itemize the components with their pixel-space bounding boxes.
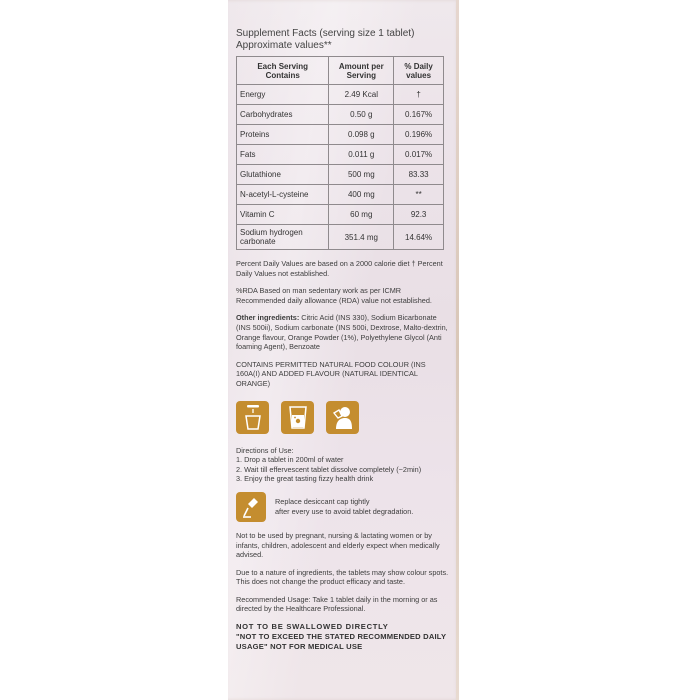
nutrient-daily-value: † xyxy=(394,85,444,105)
column-header: Each Serving Contains xyxy=(237,57,329,85)
drinking-person-icon xyxy=(326,401,359,434)
approximate-values-subtitle: Approximate values** xyxy=(236,40,332,51)
nutrient-amount: 500 mg xyxy=(329,165,394,185)
nutrient-name: Fats xyxy=(237,145,329,165)
colour-spots-note: Due to a nature of ingredients, the tablets may show colour spots. This does not change the product efficacy and taste. xyxy=(236,567,449,587)
table-row xyxy=(237,165,444,185)
nutrient-daily-value: 0.167% xyxy=(394,105,444,125)
table-row xyxy=(237,145,444,165)
supplement-facts-title: Supplement Facts (serving size 1 tablet) xyxy=(236,28,415,39)
nutrient-name: Glutathione xyxy=(237,165,329,185)
column-header: Amount per Serving xyxy=(329,57,394,85)
column-header: % Daily values xyxy=(394,57,444,85)
desiccant-section xyxy=(236,492,451,522)
nutrient-amount: 351.4 mg xyxy=(329,225,394,250)
nutrient-amount: 60 mg xyxy=(329,205,394,225)
nutrient-daily-value: 92.3 xyxy=(394,205,444,225)
nutrient-daily-value: 0.196% xyxy=(394,125,444,145)
warnings-section xyxy=(236,622,451,652)
table-row xyxy=(237,85,444,105)
table-row xyxy=(237,125,444,145)
nutrient-amount: 0.50 g xyxy=(329,105,394,125)
table-row xyxy=(237,205,444,225)
recommended-usage-note: Recommended Usage: Take 1 tablet daily in the morning or as directed by the Healthcare Professional. xyxy=(236,594,438,614)
nutrient-name: Proteins xyxy=(237,125,329,145)
nutrient-name: Sodium hydrogen carbonate xyxy=(237,225,329,250)
nutrient-name: Energy xyxy=(237,85,329,105)
nutrient-amount: 400 mg xyxy=(329,185,394,205)
warning-dosage: "NOT TO EXCEED THE STATED RECOMMENDED DAILY USAGE" NOT FOR MEDICAL USE xyxy=(236,632,447,652)
nutrient-amount: 0.011 g xyxy=(329,145,394,165)
desiccant-line: after every use to avoid tablet degradation. xyxy=(275,506,414,516)
table-row xyxy=(237,105,444,125)
table-row xyxy=(237,185,444,205)
nutrient-daily-value: 14.64% xyxy=(394,225,444,250)
nutrient-name: Carbohydrates xyxy=(237,105,329,125)
label-content xyxy=(236,28,451,652)
table-row xyxy=(237,225,444,250)
tablet-drop-icon xyxy=(236,401,269,434)
daily-values-note: Percent Daily Values are based on a 2000 calorie diet † Percent Daily Values not established. xyxy=(236,259,443,278)
nutrient-name: Vitamin C xyxy=(237,205,329,225)
rda-note: %RDA Based on man sedentary work as per ICMR Recommended daily allowance (RDA) value not established. xyxy=(236,286,432,305)
nutrient-name: N-acetyl-L-cysteine xyxy=(237,185,329,205)
not-to-be-used-note: Not to be used by pregnant, nursing & lactating women or by infants, children, adolescent and elderly expect when medically advised. xyxy=(236,530,440,560)
usage-icons-row xyxy=(236,401,451,434)
supplement-label-panel xyxy=(228,0,459,700)
supplement-facts-table xyxy=(236,56,444,250)
nutrient-daily-value: ** xyxy=(394,185,444,205)
table-header-row xyxy=(237,57,444,85)
desiccant-text xyxy=(275,497,413,516)
nutrient-amount: 2.49 Kcal xyxy=(329,85,394,105)
warning-swallow: NOT TO BE SWALLOWED DIRECTLY xyxy=(236,622,389,632)
nutrient-daily-value: 0.017% xyxy=(394,145,444,165)
desiccant-line: Replace desiccant cap tightly xyxy=(275,497,370,507)
directions-title: Directions of Use: xyxy=(236,445,294,455)
glass-dissolve-icon xyxy=(281,401,314,434)
directions-section xyxy=(236,446,451,484)
other-ingredients-text: Citric Acid (INS 330), Sodium Bicarbonate (INS 500ii), Sodium carbonate (INS 500i, Dextrose, Malto-dextrin, Orange flavour, Orange Powder (1%), Polyethylene Glycol (Anti foaming Agent), Benzoate xyxy=(236,313,448,352)
nutrient-daily-value: 83.33 xyxy=(394,165,444,185)
other-ingredients-label: Other ingredients: xyxy=(236,313,300,323)
food-colour-note: CONTAINS PERMITTED NATURAL FOOD COLOUR (INS 160A(I) AND ADDED FLAVOUR (NATURAL IDENTICAL ORANGE) xyxy=(236,359,426,388)
direction-step: 3. Enjoy the great tasting fizzy health drink xyxy=(236,474,374,484)
direction-step: 1. Drop a tablet in 200ml of water xyxy=(236,455,344,465)
direction-step: 2. Wait till effervescent tablet dissolve completely (~2min) xyxy=(236,464,422,474)
other-ingredients xyxy=(236,313,451,351)
desiccant-cap-icon xyxy=(236,492,266,522)
nutrient-amount: 0.098 g xyxy=(329,125,394,145)
